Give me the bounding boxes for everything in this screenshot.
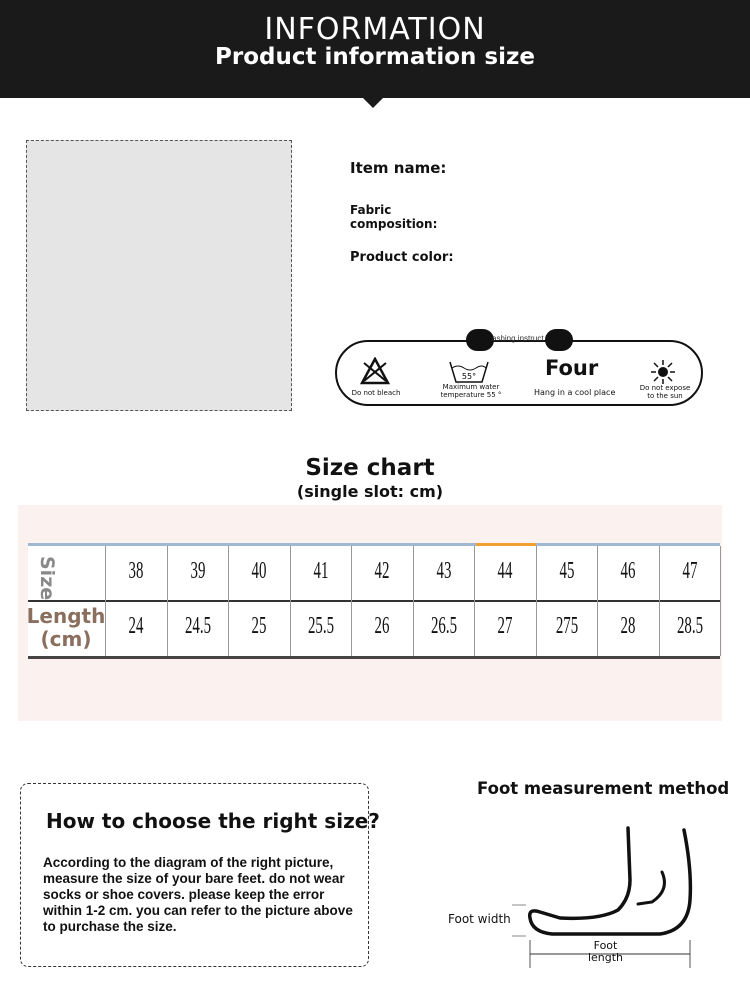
- foot-diagram-icon: [440, 820, 710, 970]
- size-table-column-divider: [474, 546, 475, 656]
- size-table-column-divider: [413, 546, 414, 656]
- size-row-header: Size: [36, 556, 58, 601]
- no-sun-icon: [650, 359, 676, 385]
- size-value-cell: 39: [190, 558, 205, 584]
- washing-title: ashing instruct: [492, 334, 544, 343]
- foot-length-label: Foot length: [587, 939, 624, 964]
- size-value-cell: 47: [682, 558, 697, 584]
- size-chart-subtitle: (single slot: cm): [296, 482, 444, 501]
- size-value-cell: 40: [251, 558, 267, 584]
- no-sun-caption: Do not expose to the sun: [639, 384, 691, 400]
- length-value-cell: 28: [620, 613, 636, 639]
- size-table-column-divider: [597, 546, 598, 656]
- size-table-column-divider: [105, 546, 106, 656]
- length-value-cell: 27: [497, 613, 513, 639]
- size-table-column-divider: [659, 546, 660, 656]
- size-table-column-divider: [351, 546, 352, 656]
- wash-55-icon: [448, 360, 490, 384]
- foot-width-label: Foot width: [448, 912, 511, 926]
- size-value-cell: 43: [436, 558, 451, 584]
- length-value-cell: 24: [128, 613, 144, 639]
- length-value-cell: 25.5: [307, 613, 334, 639]
- size-value-cell: 44: [497, 558, 513, 584]
- header-title: INFORMATION: [264, 12, 486, 47]
- size-value-cell: 41: [313, 558, 328, 584]
- length-value-cell: 26: [374, 613, 390, 639]
- size-table-column-divider: [167, 546, 168, 656]
- size-table-column-divider: [290, 546, 291, 656]
- size-value-cell: 42: [374, 558, 390, 584]
- header-notch: [363, 98, 383, 108]
- size-guide-title: How to choose the right size?: [46, 809, 380, 833]
- length-row-header: Length (cm): [26, 604, 106, 651]
- length-value-cell: 28.5: [676, 613, 703, 639]
- product-photo-placeholder: [26, 140, 292, 411]
- size-guide-body: According to the diagram of the right picture, measure the size of your bare feet. do not wear socks or shoe covers. please keep the error within 1-2 cm. you can refer to the picture above to purchase the size.: [43, 855, 353, 934]
- size-table-column-divider: [228, 546, 229, 656]
- item-name-label: Item name:: [350, 159, 447, 177]
- washing-pill-left: [466, 329, 494, 351]
- hang-dry-symbol: Four: [545, 356, 599, 380]
- size-table-row-divider: [28, 600, 720, 602]
- size-table-column-divider: [720, 546, 721, 656]
- length-value-cell: 24.5: [184, 613, 211, 639]
- size-value-cell: 46: [620, 558, 636, 584]
- hang-dry-caption: Hang in a cool place: [534, 388, 616, 397]
- header-subtitle: Product information size: [215, 44, 535, 70]
- size-table-column-divider: [536, 546, 537, 656]
- wash-temperature-text: 55°: [461, 372, 477, 381]
- water-temperature-caption: Maximum water temperature 55 °: [440, 383, 502, 399]
- size-chart-title: Size chart: [305, 455, 435, 481]
- size-value-cell: 45: [559, 558, 574, 584]
- length-value-cell: 26.5: [430, 613, 457, 639]
- foot-measurement-title: Foot measurement method: [477, 779, 730, 798]
- fabric-composition-label: Fabric composition:: [350, 203, 438, 231]
- length-value-cell: 275: [555, 613, 578, 639]
- washing-pill-right: [545, 329, 573, 351]
- no-bleach-icon: [360, 357, 390, 385]
- length-value-cell: 25: [251, 613, 267, 639]
- size-44-highlight: [476, 543, 536, 546]
- no-bleach-caption: Do not bleach: [351, 389, 401, 397]
- size-value-cell: 38: [128, 558, 144, 584]
- product-color-label: Product color:: [350, 250, 454, 265]
